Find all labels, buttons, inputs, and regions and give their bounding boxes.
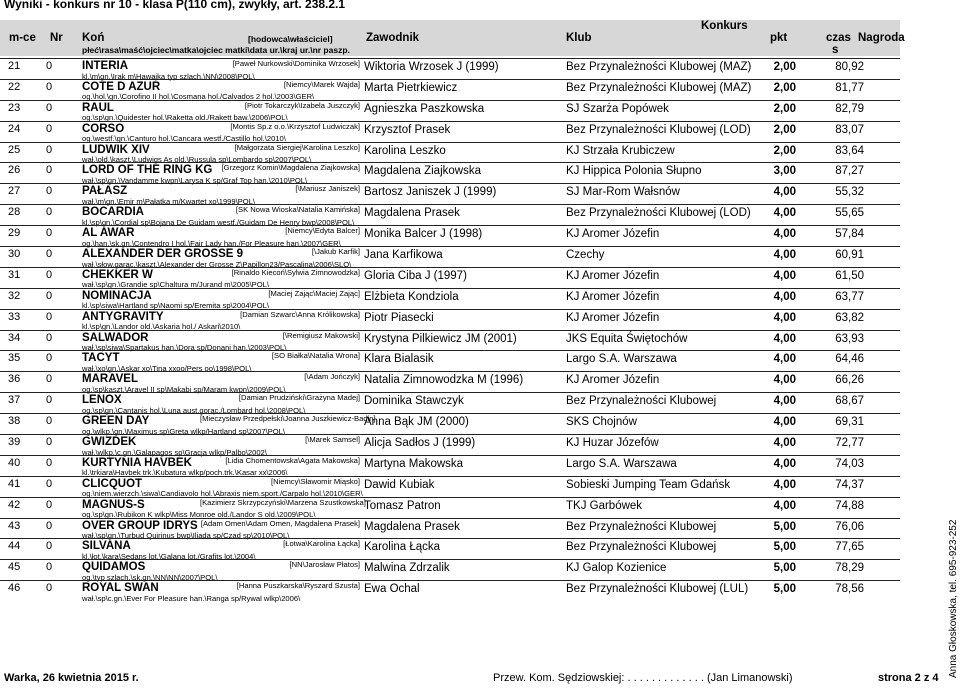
table-row: [0, 100, 900, 121]
horse-info: wał.\sp\gn.\Grandie sp\Chaltura m/Jurand m\2005\POL\: [82, 280, 269, 290]
table-row: [0, 455, 900, 476]
side-contact: [944, 470, 960, 680]
rider-name: Anna Bąk JM (2000): [364, 416, 469, 429]
nr-cell: 0: [46, 101, 53, 114]
points-cell: 5,00: [773, 583, 796, 596]
place-cell: 44: [8, 540, 21, 553]
club-name: SJ Mar-Rom Wałsnów: [566, 186, 680, 199]
place-cell: 23: [8, 101, 21, 114]
owner-text: [Kazimierz Skrzypczyński\Marzena Szustkowska]: [200, 497, 366, 507]
points-cell: 4,00: [773, 186, 796, 199]
horse-name: ANTYGRAVITY: [82, 310, 164, 323]
horse-name: ALEXANDER DER GROSSE 9: [82, 248, 244, 261]
horse-name: RAUL: [82, 101, 114, 114]
club-name: Bez Przynależności Klubowej: [566, 541, 717, 554]
nr-cell: 0: [46, 519, 53, 532]
place-cell: 33: [8, 310, 21, 323]
time-cell: 76,06: [835, 520, 864, 533]
time-cell: 63,82: [835, 311, 864, 324]
place-cell: 30: [8, 248, 21, 261]
nr-cell: 0: [46, 143, 53, 156]
table-row: [0, 246, 900, 267]
owner-text: [Damian Prudziński\Grażyna Madej]: [238, 393, 360, 403]
horse-name: SALWADOR: [82, 331, 149, 344]
table-row: [0, 518, 900, 539]
points-cell: 4,00: [773, 457, 796, 470]
horse-name: PAŁASZ: [82, 185, 128, 198]
points-cell: 2,00: [773, 81, 796, 94]
time-cell: 69,31: [835, 416, 864, 429]
points-cell: 4,00: [773, 416, 796, 429]
time-cell: 74,03: [835, 457, 864, 470]
owner-text: [\Jakub Karfik]: [311, 247, 360, 257]
time-cell: 57,84: [835, 228, 864, 241]
rider-name: Karolina Leszko: [364, 144, 446, 157]
place-cell: 21: [8, 60, 21, 72]
owner-text: [Mieczysław Przedpełski\Joanna Juszkiewicz-Badin]: [200, 414, 376, 424]
time-cell: 63,77: [835, 290, 864, 303]
nr-cell: 0: [46, 436, 53, 449]
time-cell: 83,07: [835, 123, 864, 136]
owner-text: [Maciej Zając\Maciej Zając]: [268, 288, 360, 298]
owner-text: [Montis Sp.z o.o.\Krzysztof Ludwiczak]: [230, 121, 360, 131]
horse-name: SILVANA: [82, 540, 131, 553]
points-cell: 3,00: [773, 165, 796, 178]
place-cell: 45: [8, 561, 21, 574]
horse-info: og.\typ szlach.\sk.gn.\NN\NN\2007\POL\: [82, 572, 218, 582]
owner-text: [NN\Jarosław Płatos]: [289, 560, 360, 570]
table-row: [0, 121, 900, 142]
place-cell: 43: [8, 519, 21, 532]
header-prize: Nagroda: [858, 32, 905, 44]
club-name: SJ Szarża Popówek: [566, 102, 669, 115]
side-contact-text: Anna Głoskowska, tel. 695-923-252: [948, 519, 959, 678]
time-cell: 66,26: [835, 374, 864, 387]
points-cell: 2,00: [773, 144, 796, 157]
rider-name: Magdalena Prasek: [364, 520, 460, 533]
points-cell: 4,00: [773, 353, 796, 366]
footer-location-date: Warka, 26 kwietnia 2015 r.: [4, 672, 139, 684]
club-name: KJ Aromer Józefin: [566, 290, 660, 303]
header-seconds: s: [832, 44, 839, 56]
horse-name: MAGNUS-S: [82, 498, 145, 511]
table-row: [0, 392, 900, 413]
club-name: KJ Aromer Józefin: [566, 228, 660, 241]
place-cell: 24: [8, 122, 21, 135]
horse-name: ROYAL SWAN: [82, 582, 159, 595]
horse-name: CHEKKER W: [82, 268, 153, 281]
owner-text: [Niemcy\Edyta Balcer]: [285, 226, 360, 236]
page-title: Wyniki - konkurs nr 10 - klasa P(110 cm), zwykły, art. 238.2.1: [4, 0, 346, 11]
nr-cell: 0: [46, 206, 53, 219]
horse-name: GWIZDEK: [82, 436, 137, 449]
rider-name: Tomasz Patron: [364, 499, 441, 512]
footer-judge: Przew. Kom. Sędziowskiej: . . . . . . . . . . . . . (Jan Limanowski): [493, 672, 793, 684]
table-row: [0, 350, 900, 371]
place-cell: 27: [8, 185, 21, 198]
nr-cell: 0: [46, 289, 53, 302]
header-place: m-ce: [9, 32, 36, 44]
horse-name: INTERIA: [82, 60, 128, 72]
points-cell: 4,00: [773, 499, 796, 512]
table-row: [0, 497, 900, 518]
horse-info: wał.\old.\kaszt.\Ludwigs As old.\Russula sp\Lombardo sp\2007\POL\: [82, 155, 312, 165]
horse-info: og.\westf.\gn.\Canturo hol.\Cancara westf./Castillo hol.\2010\: [82, 134, 286, 144]
time-cell: 72,77: [835, 437, 864, 450]
horse-info: wał.\słow.garąc.\kaszt.\Alexander der Grosse Z\Papillon23/Pascalina\2006\SLO\: [82, 259, 352, 269]
table-row: [0, 434, 900, 455]
owner-text: [Damian Szwarc\Anna Królikowska]: [240, 309, 360, 319]
nr-cell: 0: [46, 227, 53, 240]
owner-text: [Piotr Tokarczyk\Izabela Juszczyk]: [244, 100, 360, 110]
horse-name: OVER GROUP IDRYS: [82, 519, 198, 532]
rider-name: Krystyna Pilkiewicz JM (2001): [364, 332, 517, 345]
place-cell: 28: [8, 206, 21, 219]
horse-name: AL AWAR: [82, 227, 135, 240]
nr-cell: 0: [46, 185, 53, 198]
horse-name: LENOX: [82, 394, 122, 407]
horse-name: GREEN DAY: [82, 415, 150, 428]
club-name: Sobieski Jumping Team Gdańsk: [566, 478, 731, 491]
nr-cell: 0: [46, 415, 53, 428]
header-konkurs: Konkurs: [701, 20, 748, 32]
points-cell: 4,00: [773, 332, 796, 345]
rider-name: Krzysztof Prasek: [364, 123, 451, 136]
horse-info: og.\niem.wierzch.\siwa\Candiavolo hol.\Abraxis niem.sport./Carpalo hol.\2010\GER\: [82, 489, 363, 499]
points-cell: 5,00: [773, 520, 796, 533]
rider-name: Bartosz Janiszek J (1999): [364, 186, 497, 199]
time-cell: 81,77: [835, 81, 864, 94]
club-name: KJ Galop Kozienice: [566, 562, 667, 575]
time-cell: 78,56: [835, 583, 864, 596]
horse-name: COTE D AZUR: [82, 80, 161, 93]
time-cell: 68,67: [835, 395, 864, 408]
rider-name: Karolina Łącka: [364, 541, 441, 554]
points-cell: 4,00: [773, 269, 796, 282]
club-name: KJ Hippica Polonia Słupno: [566, 165, 702, 178]
owner-text: [Niemcy\Marek Wajda]: [283, 79, 360, 89]
horse-info: wał.\xo\gn.\Askar xo\Tina xxoo/Pers oo\1998\POL\: [82, 363, 252, 373]
points-cell: 2,00: [773, 102, 796, 115]
place-cell: 34: [8, 331, 21, 344]
table-row: [0, 79, 900, 100]
time-cell: 77,65: [835, 541, 864, 554]
owner-text: [\Mariusz Janiszek]: [295, 184, 360, 194]
rider-name: Klara Bialasik: [364, 353, 434, 366]
club-name: KJ Aromer Józefin: [566, 374, 660, 387]
nr-cell: 0: [46, 310, 53, 323]
horse-name: LUDWIK XIV: [82, 143, 150, 156]
club-name: JKS Equita Świętochów: [566, 332, 688, 345]
club-name: Bez Przynależności Klubowej: [566, 520, 717, 533]
place-cell: 25: [8, 143, 21, 156]
place-cell: 39: [8, 436, 21, 449]
table-row: [0, 371, 900, 392]
rider-name: Ewa Ochal: [364, 583, 420, 596]
owner-text: [Łotwa\Karolina Łącka]: [283, 539, 360, 549]
points-cell: 2,00: [773, 61, 796, 73]
table-header: [0, 20, 905, 56]
horse-name: KURTYNIA HAVBEK: [82, 456, 192, 469]
nr-cell: 0: [46, 80, 53, 93]
place-cell: 36: [8, 373, 21, 386]
horse-info: og.\sp\gn.\Cantanis hol.\Luna aust.gorąc./Lombard hol.\2008\POL\: [82, 405, 306, 415]
horse-name: QUIDAMOS: [82, 561, 146, 574]
points-cell: 4,00: [773, 437, 796, 450]
horse-name: NOMINACJA: [82, 289, 152, 302]
table-row: [0, 267, 900, 288]
place-cell: 46: [8, 582, 21, 595]
points-cell: 4,00: [773, 374, 796, 387]
rider-name: Wiktoria Wrzosek J (1999): [364, 61, 499, 73]
nr-cell: 0: [46, 498, 53, 511]
place-cell: 26: [8, 164, 21, 177]
header-time: czas: [826, 32, 851, 44]
club-name: Bez Przynależności Klubowej (LUL): [566, 583, 749, 596]
footer-page: strona 2 z 4: [878, 672, 939, 684]
owner-text: [Małgorzata Siergiej\Karolina Leszko]: [234, 142, 360, 152]
club-name: KJ Huzar Józefów: [566, 437, 659, 450]
horse-info: og.\han.\sk.gn.\Contendro I hol.\Fair Lady han./For Pleasure han.\2007\GER\: [82, 238, 341, 248]
time-cell: 87,27: [835, 165, 864, 178]
table-row: [0, 58, 900, 79]
horse-name: BOCARDIA: [82, 206, 144, 219]
points-cell: 4,00: [773, 311, 796, 324]
table-row: [0, 162, 900, 183]
nr-cell: 0: [46, 561, 53, 574]
time-cell: 83,64: [835, 144, 864, 157]
club-name: TKJ Garbówek: [566, 499, 643, 512]
horse-name: TACYT: [82, 352, 120, 365]
horse-info: wał.\sp\c.gn.\Ever For Pleasure han.\Ranga sp/Rywal wlkp\2006\: [82, 593, 301, 603]
horse-info: og.\sp\kaszt.\Aravel II sp\Makabi sp/Maram kwpn\2009\POL\: [82, 384, 286, 394]
club-name: Bez Przynależności Klubowej (LOD): [566, 123, 751, 136]
points-cell: 4,00: [773, 207, 796, 220]
rider-name: Marta Pietrkiewicz: [364, 81, 458, 94]
time-cell: 74,88: [835, 499, 864, 512]
table-row: [0, 183, 900, 204]
horse-info: kl.\sp\gn.\Cordial sp\Bojana De Guidam westf./Guidam De Henry bwp\2008\POL\: [82, 217, 355, 227]
header-club: Klub: [566, 32, 592, 44]
header-rider: Zawodnik: [366, 32, 420, 44]
points-cell: 4,00: [773, 228, 796, 241]
place-cell: 42: [8, 498, 21, 511]
horse-name: CORSO: [82, 122, 125, 135]
time-cell: 74,37: [835, 478, 864, 491]
owner-text: [Adam Omen\Adam Omen, Magdalena Prasek]: [200, 518, 360, 528]
nr-cell: 0: [46, 331, 53, 344]
horse-name: MARAVEL: [82, 373, 139, 386]
club-name: KJ Aromer Józefin: [566, 311, 660, 324]
rider-name: Alicja Sadłos J (1999): [364, 437, 476, 450]
horse-info: wał.\sp\siwa\Spartakus han.\Dora sp/Donani han.\2003\POL\: [82, 343, 287, 353]
horse-info: og.\sp\gn.\Quidester hol.\Raketta old./Rakett baw.\2006\POL\: [82, 113, 288, 123]
owner-text: [Grzegorz Komin\Magdalena Ziajkowska]: [221, 163, 360, 173]
horse-info: wał.\wlkp.\c.gn.\Galapagos sp\Gracja wlkp/Palbo\2002\: [82, 447, 267, 457]
horse-info: kl.\trkiara\Havbek trk.\Kubatura wlkp/poch.trk.\Kasar xx\2006\: [82, 468, 288, 478]
table-row: [0, 413, 900, 434]
owner-text: [SK Nowa Wioska\Natalia Kamińska]: [235, 205, 360, 215]
nr-cell: 0: [46, 352, 53, 365]
table-row: [0, 309, 900, 330]
rider-name: Dominika Stawczyk: [364, 395, 464, 408]
club-name: Bez Przynależności Klubowej (LOD): [566, 207, 751, 220]
club-name: KJ Strzała Krubiczew: [566, 144, 675, 157]
header-points: pkt: [770, 32, 788, 44]
nr-cell: 0: [46, 122, 53, 135]
time-cell: 82,79: [835, 102, 864, 115]
club-name: KJ Aromer Józefin: [566, 269, 660, 282]
points-cell: 5,00: [773, 541, 796, 554]
nr-cell: 0: [46, 268, 53, 281]
table-row: [0, 559, 900, 580]
horse-info: og.\hol.\gn.\Corofino II hol.\Cosmana hol./Calvados 2 hol.\2003\GER\: [82, 92, 315, 102]
nr-cell: 0: [46, 60, 53, 72]
nr-cell: 0: [46, 477, 53, 490]
rider-name: Malwina Zdrzalik: [364, 562, 450, 575]
club-name: Bez Przynależności Klubowej (MAZ): [566, 61, 752, 73]
club-name: SKS Chojnów: [566, 416, 637, 429]
header-nr: Nr: [50, 32, 63, 44]
place-cell: 40: [8, 456, 21, 469]
time-cell: 60,91: [835, 249, 864, 262]
points-cell: 4,00: [773, 290, 796, 303]
rider-name: Monika Balcer J (1998): [364, 228, 483, 241]
table-row: [0, 538, 900, 559]
table-row: [0, 580, 900, 601]
time-cell: 63,93: [835, 332, 864, 345]
table-row: [0, 330, 900, 351]
place-cell: 22: [8, 80, 21, 93]
place-cell: 32: [8, 289, 21, 302]
nr-cell: 0: [46, 540, 53, 553]
rider-name: Natalia Zimnowodzka M (1996): [364, 374, 524, 387]
header-owner: [hodowca\właściciel]: [248, 34, 333, 44]
horse-info: wał.\sp\gn.\Turbud Quirinus bwp\Iliada sp/Czad sp\2010\POL\: [82, 531, 290, 541]
owner-text: [Lidia Chomentowska\Agata Makowska]: [225, 455, 360, 465]
rider-name: Magdalena Prasek: [364, 207, 460, 220]
nr-cell: 0: [46, 456, 53, 469]
nr-cell: 0: [46, 394, 53, 407]
rider-name: Jana Karfikowa: [364, 249, 443, 262]
owner-text: [Rinaldo Kiecoń\Sylwia Zimnowodzka]: [231, 267, 360, 277]
rider-name: Gloria Ciba J (1997): [364, 269, 467, 282]
time-cell: 64,46: [835, 353, 864, 366]
rider-name: Piotr Piasecki: [364, 311, 434, 324]
header-horse-info: płeć\rasa\maść\ojciec\matka\ojciec matki\data ur.\kraj ur.\nr paszp.: [82, 45, 350, 55]
place-cell: 35: [8, 352, 21, 365]
horse-info: og.\sp\gn.\Rubikon K wlkp\Miss Monroe old./Landor S old.\2009\POL\: [82, 510, 316, 520]
rider-name: Agnieszka Paszkowska: [364, 102, 485, 115]
club-name: Bez Przynależności Klubowej: [566, 395, 717, 408]
place-cell: 37: [8, 394, 21, 407]
table-row: [0, 476, 900, 497]
nr-cell: 0: [46, 164, 53, 177]
horse-info: kl.\sp\gn.\Landor old.\Askaria hol./ Askari\2010\: [82, 322, 241, 332]
owner-text: [Niemcy\Sławomir Miąsko]: [270, 476, 360, 486]
time-cell: 55,65: [835, 207, 864, 220]
club-name: Largo S.A. Warszawa: [566, 457, 677, 470]
time-cell: 55,32: [835, 186, 864, 199]
horse-name: LORD OF THE RING KG: [82, 164, 213, 177]
horse-info: og.\wlkp.\gn.\Maximus sp\Greta wlkp/Hartland sp\2007\POL\: [82, 426, 286, 436]
horse-name: CLICQUOT: [82, 477, 143, 490]
place-cell: 29: [8, 227, 21, 240]
table-row: [0, 204, 900, 225]
owner-text: [SO Białka\Natalia Wrona]: [271, 351, 360, 361]
points-cell: 5,00: [773, 562, 796, 575]
place-cell: 41: [8, 477, 21, 490]
club-name: Bez Przynależności Klubowej (MAZ): [566, 81, 752, 94]
table-row: [0, 288, 900, 309]
owner-text: [\Adam Jończyk]: [304, 372, 360, 382]
nr-cell: 0: [46, 373, 53, 386]
owner-text: [Hanna Puszkarska\Ryszard Szusta]: [236, 581, 360, 591]
horse-info: wał.\m\gn.\Emir m\Pałatka m/Kwartet xo\1999\POL\: [82, 196, 256, 206]
points-cell: 4,00: [773, 249, 796, 262]
header-horse: Koń: [82, 32, 105, 44]
club-name: Czechy: [566, 249, 605, 262]
table-row: [0, 142, 900, 163]
horse-info: wał.\sp\gn.\Vandamme kwpn\Larysa K sp/Graf Top han.\2010\POL\: [82, 175, 308, 185]
points-cell: 4,00: [773, 395, 796, 408]
nr-cell: 0: [46, 582, 53, 595]
place-cell: 38: [8, 415, 21, 428]
results-table: [0, 58, 900, 601]
owner-text: [Paweł Nurkowski\Dominika Wrzosek]: [232, 59, 360, 68]
points-cell: 2,00: [773, 123, 796, 136]
rider-name: Elżbieta Kondziola: [364, 290, 459, 303]
horse-info: kl.\łot.\kara\Sedans lot.\Galana lot./Grafits lot.\2004\: [82, 551, 256, 561]
nr-cell: 0: [46, 248, 53, 261]
time-cell: 78,29: [835, 562, 864, 575]
points-cell: 4,00: [773, 478, 796, 491]
rider-name: Magdalena Ziajkowska: [364, 165, 481, 178]
time-cell: 61,50: [835, 269, 864, 282]
club-name: Largo S.A. Warszawa: [566, 353, 677, 366]
horse-info: kl.\sp\siwa\Hartland sp\Naomi sp/Eremita sp\2004\POL\: [82, 301, 269, 311]
rider-name: Dawid Kubiak: [364, 478, 435, 491]
place-cell: 31: [8, 268, 21, 281]
rider-name: Martyna Makowska: [364, 457, 464, 470]
horse-info: kl.\m\gn.\Irak m\Hawajka typ szlach.\NN\2008\POL\: [82, 71, 255, 81]
table-row: [0, 225, 900, 246]
time-cell: 80,92: [835, 61, 864, 73]
owner-text: [\Marek Samsel]: [305, 435, 360, 445]
owner-text: [\Remigiusz Makowski]: [282, 330, 360, 340]
